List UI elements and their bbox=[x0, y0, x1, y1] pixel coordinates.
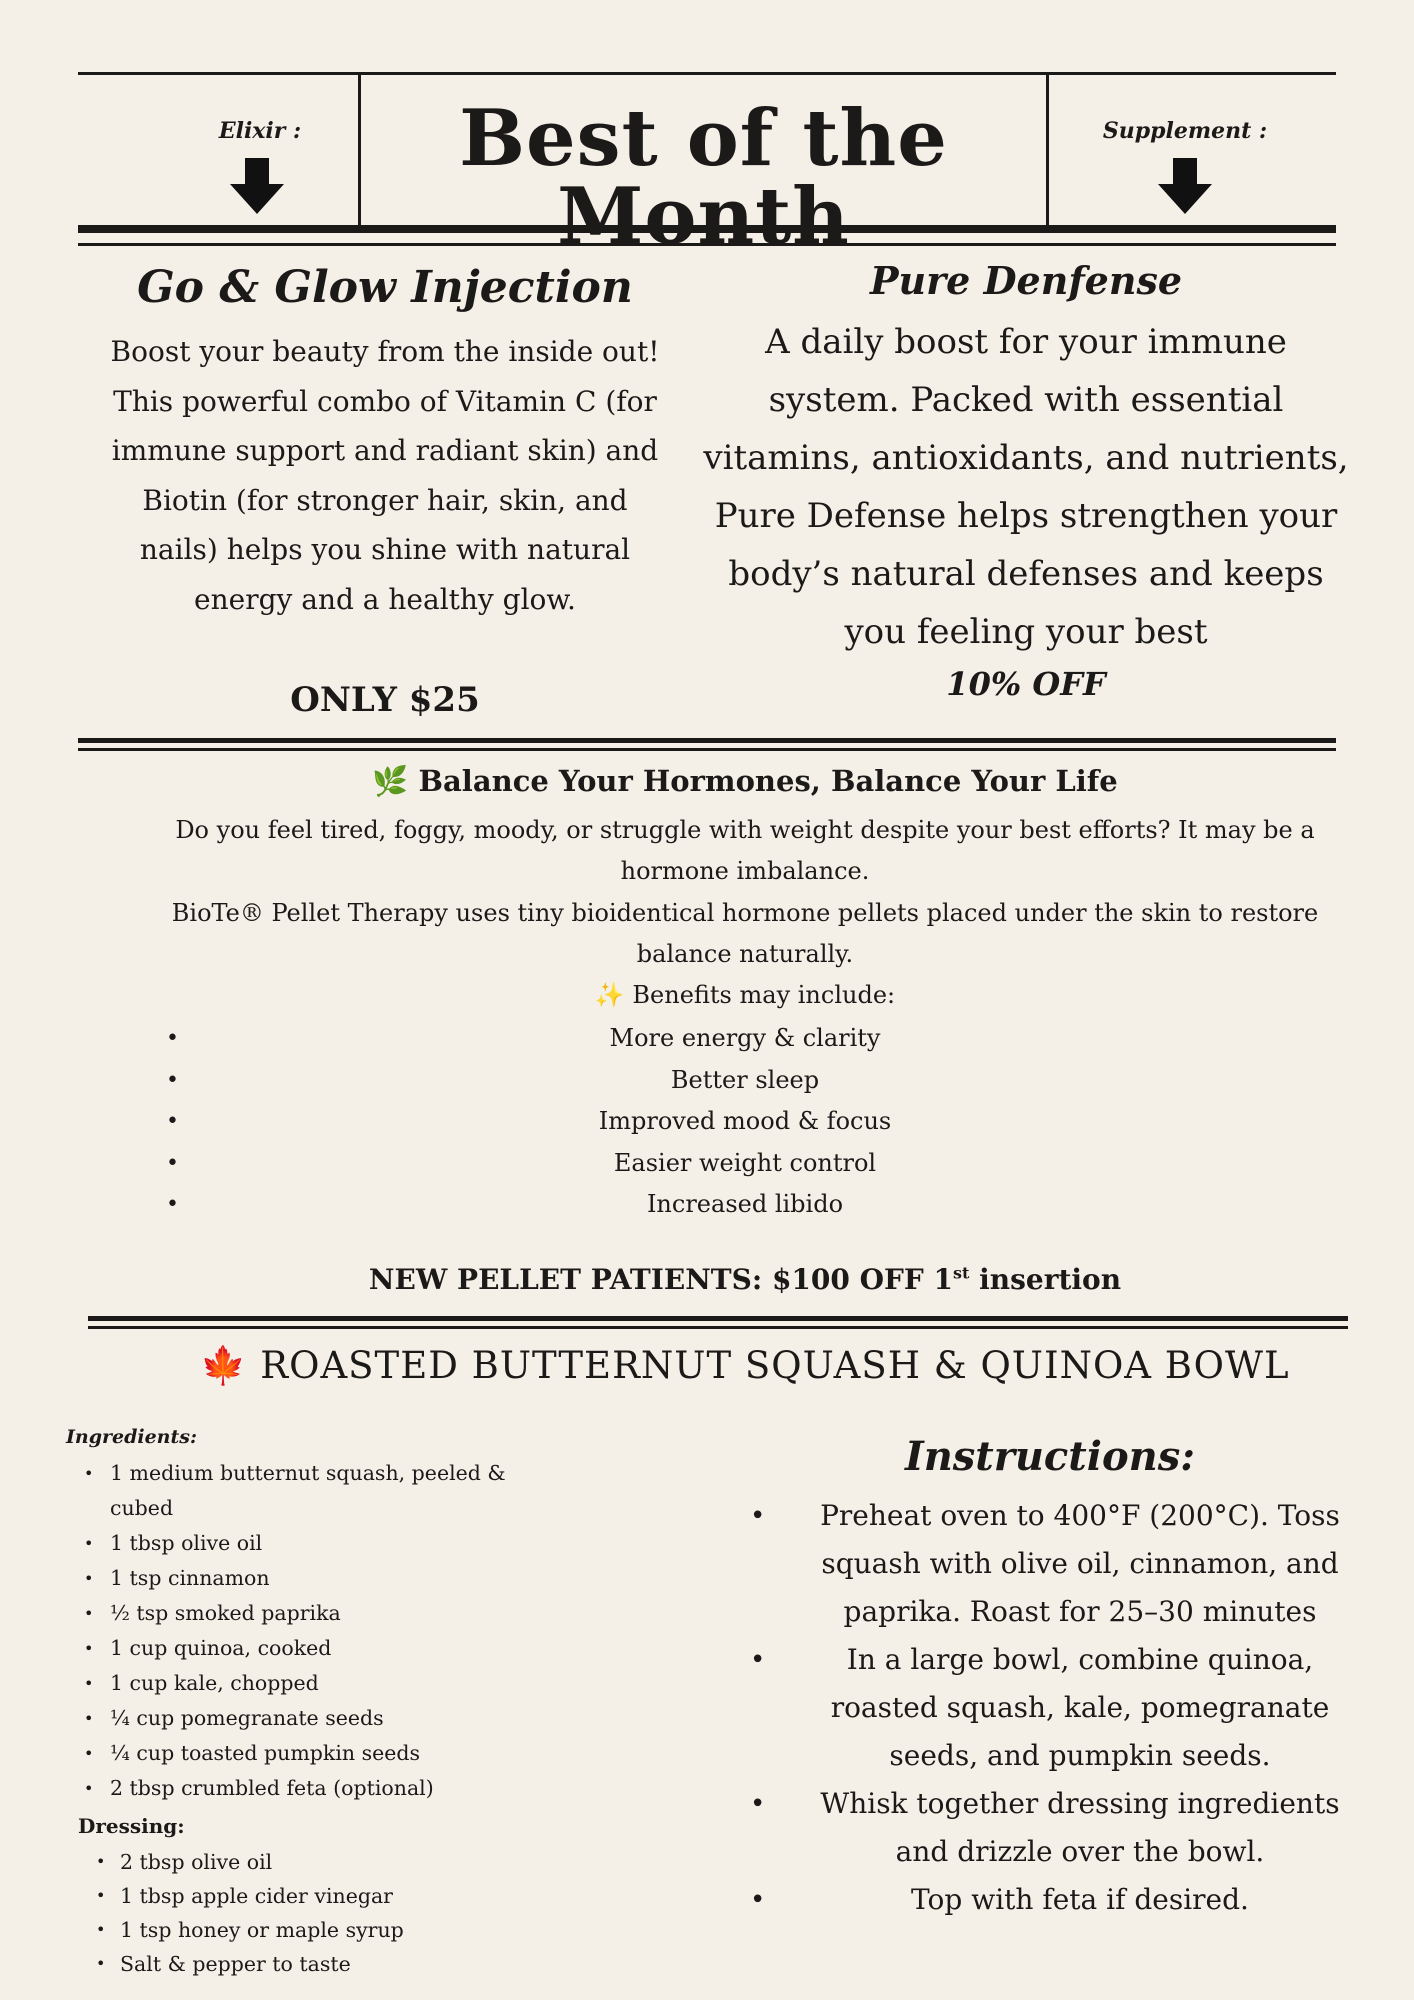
bullet-icon: • bbox=[166, 1109, 179, 1134]
dressing-list bbox=[78, 1845, 518, 1981]
elixir-description: Boost your beauty from the inside out! This powerful combo of Vitamin C (for immune support and radiant skin) and Biotin (for stronger hair, skin, and nails) helps you shine with natural energy and a healthy glow. bbox=[110, 335, 660, 616]
section-rule bbox=[78, 748, 1336, 751]
bullet-icon: • bbox=[750, 1645, 766, 1675]
list-item: • 2 tbsp crumbled feta (optional) bbox=[66, 1771, 526, 1806]
list-item: • Better sleep bbox=[150, 1060, 1340, 1102]
bullet-icon: • bbox=[84, 1709, 94, 1728]
bullet-icon: • bbox=[84, 1464, 94, 1483]
maple-leaf-icon: 🍁 bbox=[200, 1344, 248, 1387]
header-top-rule bbox=[78, 72, 1336, 75]
section-rule bbox=[88, 1316, 1348, 1321]
ingredients-list bbox=[66, 1456, 526, 1806]
list-item: • 1 tsp honey or maple syrup bbox=[78, 1913, 518, 1947]
masthead-title: Best of the Month bbox=[459, 93, 948, 262]
bullet-icon: • bbox=[166, 1026, 179, 1051]
supplement-discount: 10% OFF bbox=[946, 665, 1106, 703]
list-item: • 1 tsp cinnamon bbox=[66, 1561, 526, 1596]
recipe-heading bbox=[100, 1344, 1390, 1388]
elixir-title: Go & Glow Injection bbox=[137, 262, 633, 313]
list-item: • ½ tsp smoked paprika bbox=[66, 1596, 526, 1631]
list-item: • ¼ cup toasted pumpkin seeds bbox=[66, 1736, 526, 1771]
list-item: • ¼ cup pomegranate seeds bbox=[66, 1701, 526, 1736]
elixir-label: Elixir : bbox=[218, 118, 302, 144]
down-arrow-icon bbox=[1158, 158, 1212, 214]
list-item: • 1 tbsp olive oil bbox=[66, 1526, 526, 1561]
list-item: • Easier weight control bbox=[150, 1143, 1340, 1185]
list-item: • 2 tbsp olive oil bbox=[78, 1845, 518, 1879]
section-rule bbox=[78, 738, 1336, 743]
bullet-icon: • bbox=[84, 1569, 94, 1588]
header-right-divider bbox=[1046, 72, 1049, 228]
sparkles-icon: ✨ bbox=[594, 981, 625, 1009]
bullet-icon: • bbox=[750, 1501, 766, 1531]
bullet-icon: • bbox=[84, 1639, 94, 1658]
list-item: • Improved mood & focus bbox=[150, 1101, 1340, 1143]
section-rule bbox=[88, 1326, 1348, 1329]
bullet-icon: • bbox=[750, 1885, 766, 1915]
down-arrow-icon bbox=[230, 158, 284, 214]
bullet-icon: • bbox=[750, 1789, 766, 1819]
bullet-icon: • bbox=[84, 1674, 94, 1693]
list-item: • Preheat oven to 400°F (200°C). Toss squash with olive oil, cinnamon, and paprika. Roast for 25–30 minutes bbox=[750, 1492, 1370, 1636]
list-item: • 1 medium butternut squash, peeled & cubed bbox=[66, 1456, 526, 1526]
hormones-title: Balance Your Hormones, Balance Your Life bbox=[418, 764, 1118, 798]
list-item: • Salt & pepper to taste bbox=[78, 1947, 518, 1981]
list-item: • 1 cup quinoa, cooked bbox=[66, 1631, 526, 1666]
elixir-price: ONLY $25 bbox=[290, 680, 480, 720]
pellet-offer: NEW PELLET PATIENTS: $100 OFF 1st insertion bbox=[368, 1263, 1122, 1296]
list-item: • 1 cup kale, chopped bbox=[66, 1666, 526, 1701]
benefits-heading bbox=[100, 975, 1390, 1016]
bullet-icon: • bbox=[166, 1067, 179, 1093]
bullet-icon: • bbox=[96, 1852, 106, 1871]
ingredients-heading: Ingredients: bbox=[66, 1426, 197, 1448]
instructions-list bbox=[750, 1492, 1370, 1924]
recipe-title: ROASTED BUTTERNUT SQUASH & QUINOA BOWL bbox=[260, 1344, 1290, 1387]
bullet-icon: • bbox=[166, 1150, 179, 1176]
bullet-icon: • bbox=[84, 1779, 94, 1798]
bullet-icon: • bbox=[96, 1886, 106, 1905]
hormones-heading bbox=[100, 764, 1390, 799]
list-item: • Increased libido bbox=[150, 1184, 1340, 1226]
bullet-icon: • bbox=[84, 1604, 94, 1623]
hormones-intro: Do you feel tired, foggy, moody, or struggle with weight despite your best efforts? It may be a hormone imbalance. bbox=[175, 816, 1315, 885]
bullet-icon: • bbox=[96, 1954, 106, 1973]
bullet-icon: • bbox=[166, 1192, 179, 1217]
list-item: • In a large bowl, combine quinoa, roasted squash, kale, pomegranate seeds, and pumpkin seeds. bbox=[750, 1636, 1370, 1780]
benefits-heading-text: Benefits may include: bbox=[632, 981, 896, 1009]
bullet-icon: • bbox=[84, 1534, 94, 1553]
list-item: • More energy & clarity bbox=[150, 1018, 1340, 1060]
instructions-heading: Instructions: bbox=[904, 1433, 1196, 1480]
herb-icon: 🌿 bbox=[372, 764, 409, 798]
list-item: • Whisk together dressing ingredients and drizzle over the bowl. bbox=[750, 1780, 1370, 1876]
hormones-therapy: BioTe® Pellet Therapy uses tiny bioidentical hormone pellets placed under the skin to restore balance naturally. bbox=[171, 899, 1319, 968]
benefits-list bbox=[150, 1018, 1340, 1226]
supplement-label: Supplement : bbox=[1102, 118, 1268, 144]
dressing-heading: Dressing: bbox=[78, 1814, 185, 1838]
bullet-icon: • bbox=[96, 1920, 106, 1939]
supplement-description: A daily boost for your immune system. Packed with essential vitamins, antioxidants, and nutrients, Pure Defense helps strengthen your body’s natural defenses and keeps you feeling your best bbox=[703, 322, 1349, 652]
bullet-icon: • bbox=[84, 1744, 94, 1763]
list-item: • Top with feta if desired. bbox=[750, 1876, 1370, 1924]
list-item: • 1 tbsp apple cider vinegar bbox=[78, 1879, 518, 1913]
supplement-title: Pure Denfense bbox=[869, 258, 1183, 303]
